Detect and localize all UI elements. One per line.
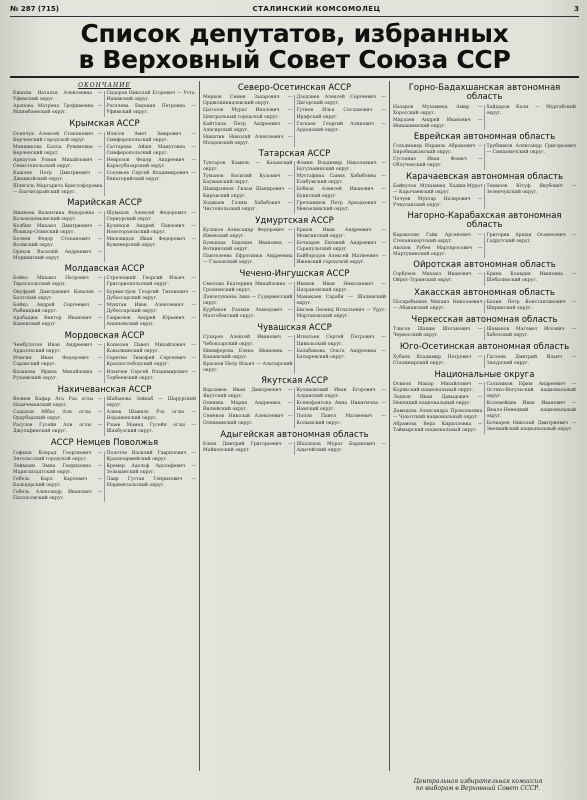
deputy-entry: Сидоров Николай Егорович — Усть-Ишимский округ.: [106, 91, 196, 103]
region-heading: Чечено-Ингушская АССР: [239, 269, 350, 280]
deputy-entry: Колбин Михаил Дмитриевич — Йошкар-Олинский округ.: [13, 223, 103, 235]
deputy-entry: Давыдова Александра Прокопьевна — Чукотский национальный округ.: [393, 408, 483, 420]
deputy-entry: Варламов Иван Дмитриевич — Якутский округ.: [203, 388, 293, 400]
deputy-entry: Кулаковский Иван Егорович — Алданский округ.: [296, 388, 386, 400]
deputy-entry: Сусленко Иван Фомич — Облученский округ.: [393, 157, 483, 169]
deputy-entry: Ежкова Наталья Алексеевна — Уфимский округ.: [13, 91, 103, 103]
deputy-entry: Ерина Клавдия Ивановна — Шебалинский округ.: [486, 272, 576, 284]
deputy-list: [13, 132, 196, 197]
region-heading: Удмуртская АССР: [255, 215, 334, 226]
region-heading: Крымская АССР: [69, 119, 140, 130]
deputy-list: [393, 184, 576, 209]
deputy-entry: Григорян Аршак Оганесович — Гадрутский округ.: [486, 232, 576, 244]
deputy-entry: Байбородов Алексей Матвеевич — Ижевский городской округ.: [296, 254, 386, 266]
deputy-entry: Курбанов Рахман Ахмедович — Малгобекский округ.: [203, 308, 293, 320]
deputy-entry: Гебель Александр Иванович — Палласовский округ.: [13, 490, 103, 502]
deputy-entry: Полотов Василий Гаврилович — Красноармейский округ.: [106, 450, 196, 462]
deputy-entry: Бурмистров Георгий Тихонович — Дубоссарский округ.: [106, 289, 196, 301]
deputy-entry: Онуфрий Дмитриевич Ковалев — Балтский округ.: [13, 289, 103, 301]
deputy-entry: Пантелеева Ефросинья Андреевна — Глазовский округ.: [203, 254, 293, 266]
deputy-entry: Ичигин Иван Федорович — Саранский округ.: [13, 356, 103, 368]
deputy-entry: Миловидов Иван Федорович — Куженерский округ.: [106, 236, 196, 248]
deputy-list: [393, 233, 576, 258]
deputy-list: [203, 442, 386, 455]
deputy-entry: Алиев Шамиль Рза оглы — Норашенский округ.: [106, 410, 196, 422]
deputy-entry: Бойко Михаил Петрович — Тираспольский округ.: [13, 276, 103, 288]
deputy-list: [203, 388, 386, 427]
deputy-entry: Дзодзиев Алексей Сергеевич — Дигорский округ.: [296, 95, 386, 107]
deputy-list: [393, 272, 576, 285]
deputy-list: [203, 335, 386, 373]
region-heading: Хакасская автономная область: [414, 287, 555, 298]
deputy-entry: Мирзаев Андрей Иванович — Ишкашимский округ.: [393, 117, 483, 129]
deputy-entry: Арабаджи Виктор Иванович — Каменский округ.: [13, 315, 103, 327]
deputy-entry: Расулов Гусейн Али оглы — Джульфинский округ.: [13, 423, 103, 435]
deputy-entry: Балабанова Ольга Андреевна — Батыревский округ.: [296, 348, 386, 360]
deputy-entry: Кузнецов Андрей Павлович — Новоторъяльский округ.: [106, 223, 196, 235]
deputy-entry: Лавр Густав Генрихович — Мариентальский округ.: [106, 476, 196, 488]
masthead: [10, 4, 579, 17]
deputy-entry: Фомин Владимир Николаевич — Бугульминский округ.: [296, 161, 386, 173]
deputy-entry: Гутиев Илья Сосланович — Ирафский округ.: [296, 108, 386, 120]
deputy-entry: Никифорова Елена Ивановна — Канашский округ.: [203, 348, 293, 360]
region-heading: Чувашская АССР: [257, 323, 332, 334]
deputy-list: [13, 451, 196, 503]
deputy-entry: Велиев Кафар Ага Рза оглы — Нахичеванский округ.: [13, 396, 103, 409]
deputy-entry: Беляев Федор Степанович — Волжский округ.: [13, 236, 103, 248]
deputy-entry: Иванов Иван Николаевич — Назрановский округ.: [296, 281, 386, 293]
region-heading: Северо-Осетинская АССР: [237, 83, 352, 93]
deputy-entry: Назаров Мухаммед Амир — Хорогский округ.: [393, 104, 483, 116]
deputy-entry: Семенов Николай Алексеевич — Олекминский округ.: [203, 414, 293, 426]
title-line-1: Список депутатов, избранных: [80, 19, 509, 48]
deputy-entry: Неврозов Федор Андреевич — Карасубазарский округ.: [106, 157, 196, 169]
deputy-entry: Ходжаев Галим Хабибович — Чистопольский округ.: [203, 200, 293, 212]
deputy-entry: Сухарев Алексей Иванович — Чебоксарский округ.: [203, 335, 293, 347]
region-heading: Горно-Бадахшанская автономная область: [408, 83, 561, 103]
deputy-entry: Шаманов Магомет Иссович — Хабезский округ.: [486, 327, 576, 339]
deputy-list: [13, 343, 196, 382]
region-heading: Юго-Осетинская автономная область: [399, 342, 570, 353]
deputy-entry: Попов Павел Матвеевич — Колымский округ.: [296, 414, 386, 426]
deputy-list: [13, 91, 196, 117]
footer-signature: [383, 778, 573, 792]
deputy-entry: Чембулатов Иван Андреевич — Ардатовский округ.: [13, 343, 103, 355]
region-heading: Национальные округа: [434, 369, 535, 380]
deputy-entry: Гаврилюк Андрей Юрьевич — Ананьевский округ.: [106, 315, 196, 327]
deputy-entry: Кошелев Павел Михайлович — Ковылкинский округ.: [106, 343, 196, 355]
deputy-entry: Ксенофонтова Анна Никитична — Намский округ.: [296, 401, 386, 413]
deputy-list: [393, 300, 576, 313]
deputy-entry: Акопов Рубен Мартиросович — Мартунинский округ.: [393, 245, 483, 257]
deputy-entry: Коломейцев Иван Иванович — Ямало-Ненецкий национальный округ.: [486, 401, 576, 419]
deputy-entry: Оленева Мария Андреевна — Вилюйский округ.: [203, 401, 293, 413]
deputy-entry: Лейманн Эмма Генриховна — Марксштадтский округ.: [13, 463, 103, 475]
region-heading: Нахичеванская АССР: [57, 384, 152, 395]
deputy-entry: Сальников Ефим Андреевич — Остяко-Вогульский национальный округ.: [486, 382, 576, 400]
deputy-entry: Арнаутов Роман Михайлович — Севастопольский округ.: [13, 157, 103, 169]
deputy-entry: Серегин Тимофей Сергеевич — Краснослободский округ.: [106, 356, 196, 368]
deputy-entry: Каракозян Гайк Арсенович — Степанакертский округ.: [393, 232, 483, 244]
column-label: ОКОНЧАНИЕ: [78, 82, 131, 89]
deputy-entry: Иманова Валентина Федоровна — Козьмодемьянский округ.: [13, 210, 103, 222]
deputy-entry: Меншикова Бэлла Рувимовна — Керченский округ.: [13, 144, 103, 156]
deputy-entry: Балин Петр Константинович — Ширинский округ.: [486, 299, 576, 311]
deputy-entry: Ледков Иван Давыдович — Ненецкий национальный округ.: [393, 395, 483, 407]
newspaper-name: СТАЛИНСКИЙ КОМСОМОЛЕЦ: [252, 5, 381, 13]
region-heading: Молдавская АССР: [64, 264, 145, 275]
deputy-entry: Чочуев Мухтар Назирович — Учкуланский округ.: [393, 197, 483, 209]
deputy-entry: Ильичев Сергей Владимирович — Торбеевский округ.: [106, 369, 196, 381]
deputy-list: [203, 95, 386, 147]
deputy-entry: Тлисов Шахим Шоганович — Черкесский округ.: [393, 327, 483, 339]
deputy-entry: Шхалахов Мурат Баракович — Адыгейский округ.: [296, 441, 386, 453]
deputy-list: [13, 397, 196, 436]
deputy-list: [13, 276, 196, 329]
region-heading: Якутская АССР: [261, 375, 328, 386]
region-heading: Татарская АССР: [258, 148, 331, 159]
deputy-entry: Никитин Николай Алексеевич — Моздокский округ.: [203, 134, 293, 146]
deputy-entry: Шумахов Алексей Федорович — Сернурский округ.: [106, 210, 196, 222]
deputy-entry: Гофман Конрад Георгиевич — Энгельсский городской округ.: [13, 450, 103, 462]
deputy-entry: Бочкарев Николай Дмитриевич — Эвенкийский национальный округ.: [486, 420, 576, 432]
column-1: [10, 81, 200, 771]
deputy-entry: Арапова Матрена Трофимовна — Ишимбаевский округ.: [13, 104, 103, 116]
region-heading: Марийская АССР: [67, 198, 142, 209]
footer-line-1: Центральная избирательная комиссия: [413, 777, 543, 785]
deputy-entry: Казакова Ирина Михайловна — Рузаевский округ.: [13, 369, 103, 381]
deputy-entry: Теммоев Юсуф Якубович — Зеленчукский округ.: [486, 183, 576, 195]
deputy-entry: Муштан Иван Алексеевич — Дубоссарский округ.: [106, 302, 196, 314]
deputy-entry: Гагкаев Георгий Аликович — Ардонский округ.: [296, 121, 386, 133]
title-line-2: в Верховный Совет Союза ССР: [78, 45, 511, 74]
deputy-entry: Осипчук Алексей Степанович — Керченский городской округ.: [13, 131, 103, 143]
deputy-entry: Туктаров Камиль — Казанский округ.: [203, 161, 293, 173]
deputy-list: [393, 144, 576, 169]
deputy-list: [203, 282, 386, 321]
deputy-list: [393, 382, 576, 434]
region-heading: Еврейская автономная область: [413, 131, 556, 142]
region-heading: Мордовская АССР: [64, 330, 145, 341]
deputy-entry: Стрелецкий Георгий Ильич — Григориопольский округ.: [106, 276, 196, 288]
deputy-entry: Илясов Амет Эмирович — Симферопольский округ.: [106, 131, 196, 143]
deputy-entry: Кремер Адольф Адольфович — Зельманский округ.: [106, 463, 196, 475]
deputy-entry: Мустафина Сания Хабибовна — Елабужский округ.: [296, 174, 386, 186]
region-heading: Ойротская автономная область: [413, 260, 556, 271]
region-heading: Карачаевская автономная область: [406, 171, 563, 182]
deputy-entry: Саттарова Айше Мамутовна — Симферопольский округ.: [106, 144, 196, 156]
deputy-entry: Бобков Алексей Иванович — Буинский округ.: [296, 187, 386, 199]
deputy-entry: Бойко Андрей Сергеевич — Рыбницкий округ.: [13, 302, 103, 314]
footer-line-2: по выборам в Верховный Совет СССР.: [415, 784, 541, 792]
deputy-entry: Бигаев Леонид Игнатьевич — Урус-Мартановский округ.: [296, 308, 386, 320]
deputy-entry: Садыхов Аббас Али оглы — Ордубадский округ.: [13, 410, 103, 422]
deputy-entry: Мамакаев Сараби — Шалинский округ.: [296, 294, 386, 306]
deputy-entry: Кулаков Александр Федорович — Ижевский округ.: [203, 228, 293, 240]
region-heading: Нагорно-Карабахская автономная область: [407, 211, 562, 231]
deputy-entry: Туманов Василий Кузьмич — Бауманский округ.: [203, 174, 293, 186]
deputy-list: [13, 211, 196, 263]
deputy-entry: Ершов Иван Андреевич — Можгинский округ.: [296, 228, 386, 240]
region-heading: Черкесская автономная область: [411, 315, 558, 325]
page-number: 3: [574, 5, 579, 13]
deputy-entry: Трубников Александр Григорьевич — Смидовичский округ.: [486, 144, 576, 156]
deputy-entry: Кашлев Петр Дмитриевич — Джанкойский округ.: [13, 170, 103, 183]
deputy-list: [393, 105, 576, 130]
deputy-entry: Игнатьев Сергей Петрович — Цивильский округ.: [296, 335, 386, 347]
deputy-entry: Орехов Василий Андреевич — Моркинский округ.: [13, 249, 103, 261]
deputy-entry: Байкулов Мухаммед Хаджи-Мурат — Карачаевский округ.: [393, 183, 483, 195]
deputy-entry: Давлетукаева Зина — Гудермесский округ.: [203, 294, 293, 306]
deputy-entry: Соловьев Сергей Владимирович — Евпаторийский округ.: [106, 170, 196, 183]
deputy-entry: Горбунов Михаил Иванович — Ойрот-Туринский округ.: [393, 272, 483, 284]
deputy-list: [203, 161, 386, 214]
column-2: [200, 81, 390, 771]
deputy-entry: Гебель Карл Карлович — Бальцерский округ.: [13, 476, 103, 488]
deputy-entry: Смелова Екатерина Михайловна — Грозненский округ.: [203, 281, 293, 293]
columns-container: [10, 81, 579, 771]
deputy-entry: Шакирзянов Гильм Шакирович — Кировский округ.: [203, 187, 293, 199]
deputy-entry: Абрамова Вера Кирилловна — Таймырский национальный округ.: [393, 421, 483, 433]
deputy-entry: Цаголов Мурат Иналович — Центральный городской округ.: [203, 108, 293, 120]
region-heading: АССР Немцев Поволжья: [50, 438, 159, 449]
deputy-list: [393, 327, 576, 340]
deputy-entry: Хубаев Владимир Петрович — Сталинирский округ.: [393, 354, 483, 366]
deputy-entry: Рогачева Евдокия Петровна — Уфимский округ.: [106, 104, 196, 116]
deputy-entry: Осипов Макар Михайлович — Корякский национальный округ.: [393, 382, 483, 394]
deputy-entry: Рзаев Мамед Гусейн оглы — Шахбузский округ.: [106, 423, 196, 435]
region-heading: Адыгейская автономная область: [220, 429, 369, 440]
deputy-entry: Блеш Дмитрий Григорьевич — Майкопский округ.: [203, 441, 293, 453]
deputy-entry: Мерков Семен Захарович — Орджоникидзевский округ.: [203, 95, 293, 107]
deputy-list: [393, 355, 576, 368]
deputy-entry: Поскребышев Михаил Николаевич — Абаканский округ.: [393, 299, 483, 311]
page-title: [10, 21, 579, 78]
deputy-entry: Шабанова Зейнаб — Шарурский округ.: [106, 396, 196, 409]
deputy-entry: Бочкарев Евгений Андреевич — Сарапульский округ.: [296, 241, 386, 253]
deputy-entry: Бунькова Евдокия Ивановна — Воткинский округ.: [203, 241, 293, 253]
deputy-list: [203, 228, 386, 267]
deputy-entry: Гаглоев Дмитрий Ильич — Знаурский округ.: [486, 354, 576, 366]
deputy-entry: Шлягель Маргарита Кристофоровна — Бахчисарайский округ.: [13, 184, 103, 196]
column-3: [390, 81, 579, 771]
deputy-entry: Краснов Петр Ильич — Алатырский округ.: [203, 361, 293, 373]
issue-number: № 287 (715): [10, 5, 59, 13]
deputy-entry: Гречанинов Петр Аркадьевич — Мензелинский округ.: [296, 200, 386, 212]
deputy-entry: Гольдманер Израиль Абрамович — Биробиджанский округ.: [393, 144, 483, 156]
deputy-entry: Кайтуков Петр Андреевич — Алагирский округ.: [203, 121, 293, 133]
deputy-entry: Хайдаров Кали — Мургабский округ.: [486, 104, 576, 116]
